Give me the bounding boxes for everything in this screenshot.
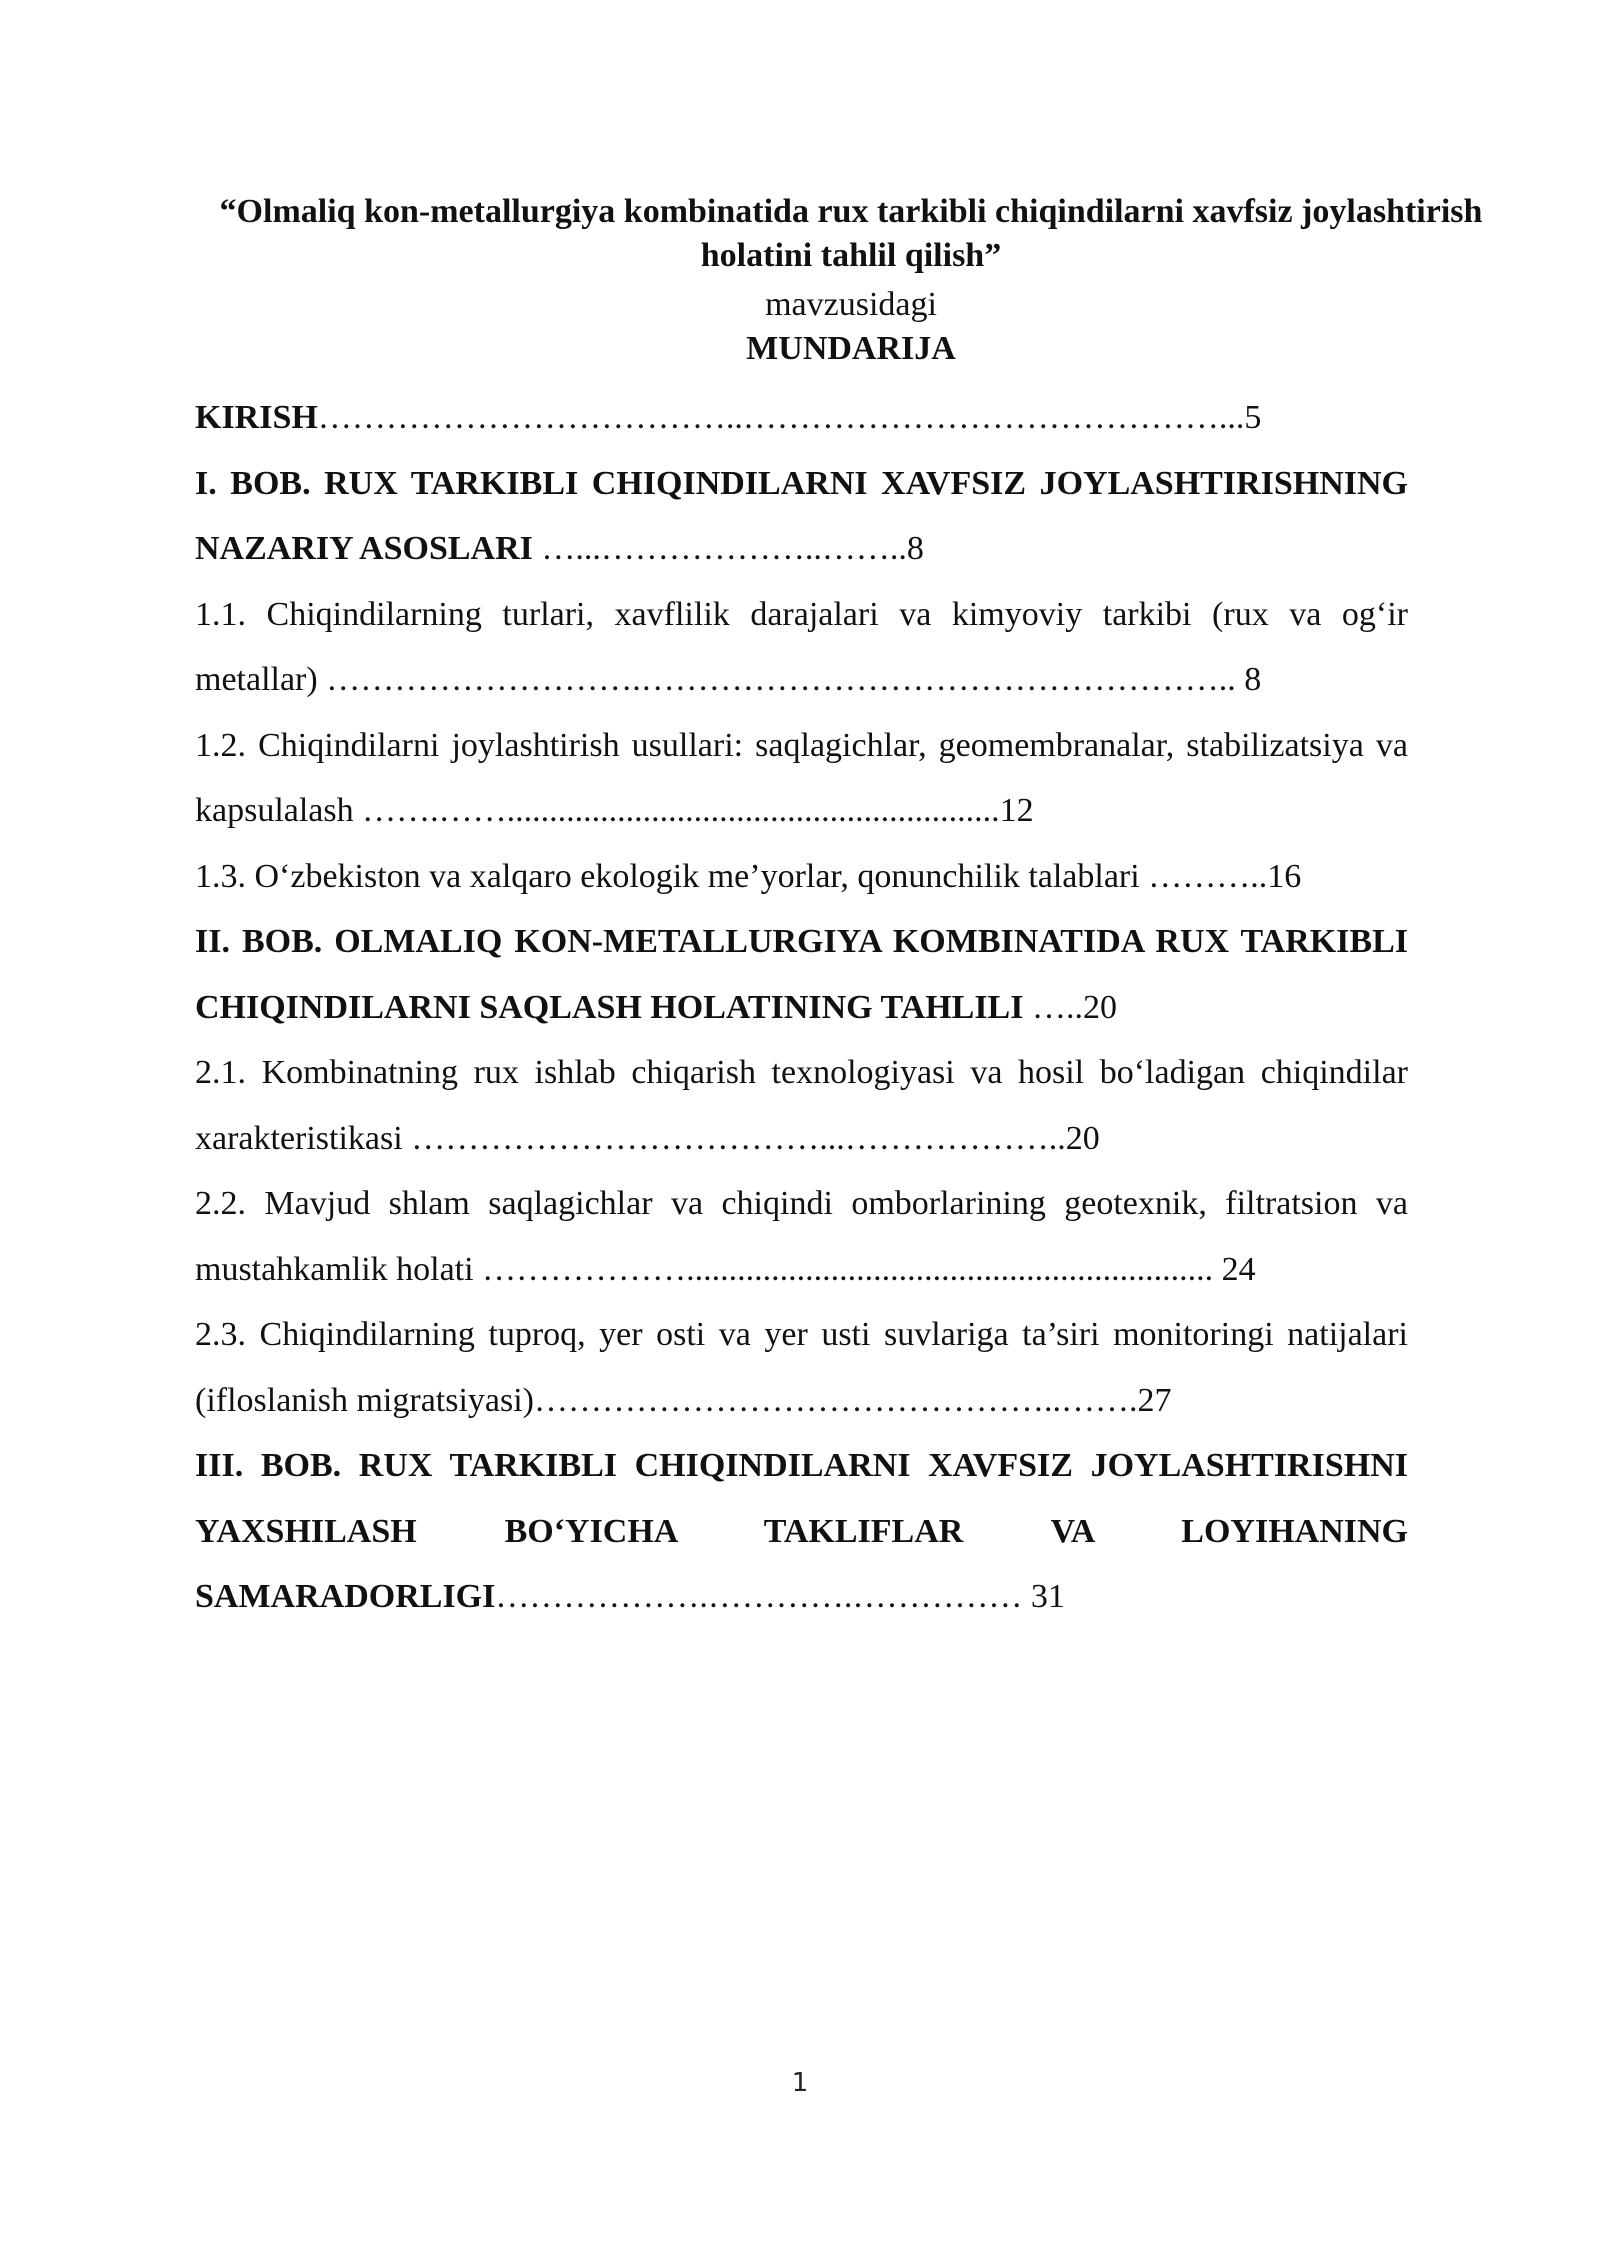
toc-entry-text: 2.2. Mavjud shlam saqlagichlar va chiqindi omborlarining geotexnik, filtratsion va mustahkamlik holati <box>195 1185 1408 1288</box>
toc-entry-page: 20 <box>1065 1119 1100 1157</box>
toc-entry-text: II. BOB. OLMALIQ KON-METALLURGIYA KOMBINATIDA RUX TARKIBLI CHIQINDILARNI SAQLASH HOLATINING TAHLILI <box>195 923 1408 1026</box>
toc-entry-1-3 <box>195 844 1408 910</box>
toc-entry-page: 16 <box>1267 857 1302 895</box>
table-of-contents <box>195 385 1408 1630</box>
toc-entry-2-3 <box>195 1302 1408 1433</box>
toc-entry-leader: ……………………….…………………………………………….. <box>317 661 1236 698</box>
toc-entry-chapter-2 <box>195 909 1408 1040</box>
page-number: 1 <box>791 2068 809 2098</box>
toc-entry-page: 12 <box>999 792 1034 829</box>
toc-entry-text: 1.3. O‘zbekiston va xalqaro ekologik me’yorlar, qonunchilik talablari <box>195 857 1140 895</box>
toc-entry-leader: ………………………………..……………………………………... <box>317 399 1245 436</box>
toc-entry-page: 27 <box>1137 1381 1172 1419</box>
toc-entry-text: 1.1. Chiqindilarning turlari, xavflilik darajalari va kimyoviy tarkibi (rux va og‘ir metallar) <box>195 595 1408 698</box>
toc-entry-text: I. BOB. RUX TARKIBLI CHIQINDILARNI XAVFSIZ JOYLASHTIRISHNING NAZARIY ASOSLARI <box>195 464 1408 567</box>
toc-entry-leader: ………………………………………..……. <box>534 1381 1138 1419</box>
toc-entry-1-2 <box>195 713 1408 844</box>
toc-entry-leader: …...………………..…….. <box>541 530 907 567</box>
document-subtitle: mavzusidagi <box>765 286 937 323</box>
toc-entry-leader: …….…….......................................................... <box>353 792 1000 829</box>
toc-entry-page: 24 <box>1213 1250 1256 1288</box>
toc-entry-page: 5 <box>1244 399 1262 436</box>
toc-entry-text: 1.2. Chiqindilarni joylashtirish usullari: saqlagichlar, geomembranalar, stabilizatsiya va kapsulalash <box>195 726 1408 829</box>
toc-entry-leader: ………………………………...……………….. <box>402 1119 1066 1157</box>
toc-entry-page: 8 <box>906 530 924 567</box>
toc-heading: MUNDARIJA <box>746 330 956 367</box>
toc-entry-leader: ……….. <box>1139 857 1268 895</box>
toc-entry-text: 2.3. Chiqindilarning tuproq, yer osti va yer usti suvlariga ta’siri monitoringi natijalari (ifloslanish migratsiyasi) <box>195 1316 1408 1419</box>
toc-entry-leader: ……………….………….…………… <box>495 1578 1023 1615</box>
toc-entry-2-1 <box>195 1040 1408 1171</box>
toc-entry-1-1 <box>195 582 1408 713</box>
toc-entry-leader: ……………….............................................................. <box>473 1250 1214 1288</box>
toc-entry-text: KIRISH <box>195 399 318 436</box>
document-title: “Olmaliq kon-metallurgiya kombinatida rux tarkibli chiqindilarni xavfsiz joylashtirish holatini tahlil qilish” <box>219 193 1483 274</box>
toc-entry-2-2 <box>195 1171 1408 1302</box>
toc-entry-page: 20 <box>1082 988 1117 1026</box>
toc-entry-chapter-3 <box>195 1433 1408 1630</box>
toc-entry-text: III. BOB. RUX TARKIBLI CHIQINDILARNI XAVFSIZ JOYLASHTIRISHNI YAXSHILASH BO‘YICHA TAKLIFLAR VA LOYIHANING SAMARADORLIGI <box>195 1447 1408 1615</box>
toc-entry-chapter-1 <box>195 451 1408 582</box>
toc-entry-page: 31 <box>1022 1578 1065 1615</box>
toc-entry-page: 8 <box>1235 661 1262 698</box>
toc-entry-kirish <box>195 385 1408 451</box>
toc-entry-text: 2.1. Kombinatning rux ishlab chiqarish texnologiyasi va hosil bo‘ladigan chiqindilar xarakteristikasi <box>195 1054 1408 1157</box>
toc-entry-leader: ….. <box>1023 988 1083 1026</box>
